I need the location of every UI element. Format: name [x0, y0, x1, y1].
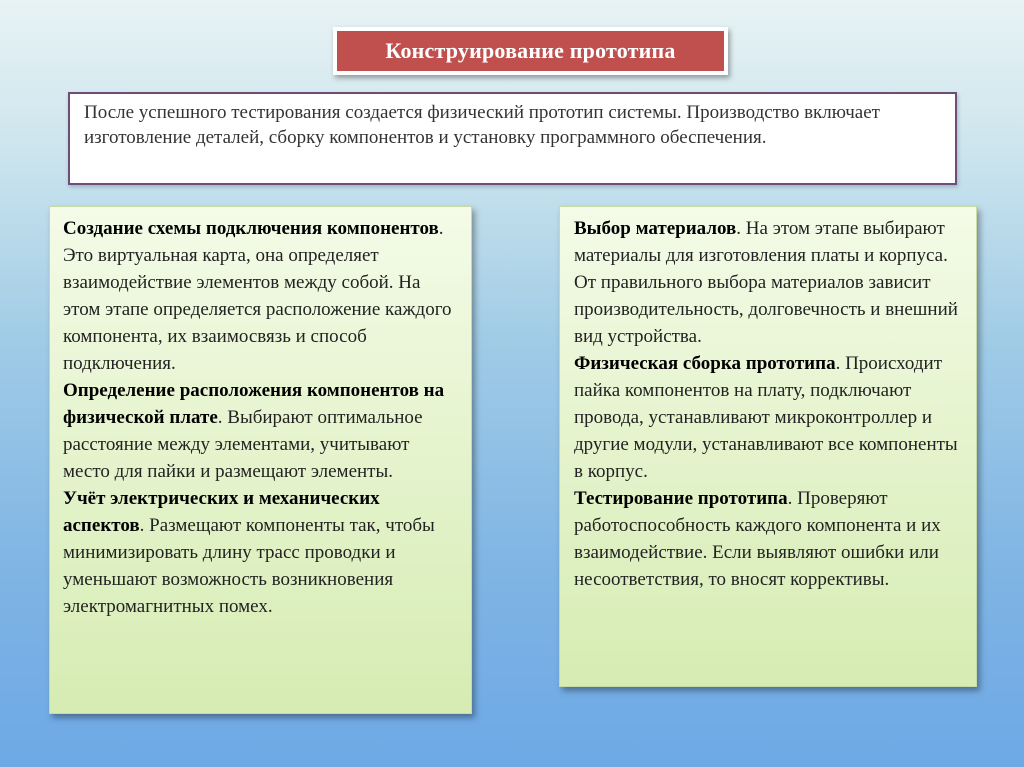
left-heading-3: Учёт электрических и механических аспектов [63, 488, 380, 536]
slide-title-box [333, 27, 728, 75]
right-info-card [559, 206, 977, 687]
right-paragraph-1 [574, 215, 966, 350]
right-paragraph-2 [574, 350, 966, 485]
left-text-3: . Размещают компоненты так, чтобы минимизировать длину трасс проводки и уменьшают возможность возникновения электромагнитных помех. [63, 515, 435, 617]
left-paragraph-3 [63, 485, 461, 620]
left-paragraph-2 [63, 377, 461, 485]
slide-title: Конструирование прототипа [337, 31, 724, 71]
right-text-2: . Происходит пайка компонентов на плату, подключают провода, устанавливают микроконтроллер и другие модули, устанавливают все компоненты в корпус. [574, 353, 958, 482]
right-text-3: . Проверяют работоспособность каждого компонента и их взаимодействие. Если выявляют ошибки или несоответствия, то вносят коррективы. [574, 488, 941, 590]
right-heading-2: Физическая сборка прототипа [574, 353, 836, 374]
right-text-1: . На этом этапе выбирают материалы для изготовления платы и корпуса. От правильного выбора материалов зависит производительность, долговечность и внешний вид устройства. [574, 218, 958, 347]
left-text-2: . Выбирают оптимальное расстояние между элементами, учитывают место для пайки и размещают элементы. [63, 407, 423, 482]
left-paragraph-1 [63, 215, 461, 377]
left-text-1: . Это виртуальная карта, она определяет взаимодействие элементов между собой. На этом этапе определяется расположение каждого компонента, их взаимосвязь и способ подключения. [63, 218, 452, 374]
left-heading-2: Определение расположения компонентов на физической плате [63, 380, 445, 428]
left-heading-1: Создание схемы подключения компонентов [63, 218, 439, 239]
right-heading-3: Тестирование прототипа [574, 488, 788, 509]
left-info-card [49, 206, 472, 714]
right-paragraph-3 [574, 485, 966, 593]
right-heading-1: Выбор материалов [574, 218, 737, 239]
intro-text-box: После успешного тестирования создается физический прототип системы. Производство включает изготовление деталей, сборку компонентов и установку программного обеспечения. [68, 92, 957, 185]
